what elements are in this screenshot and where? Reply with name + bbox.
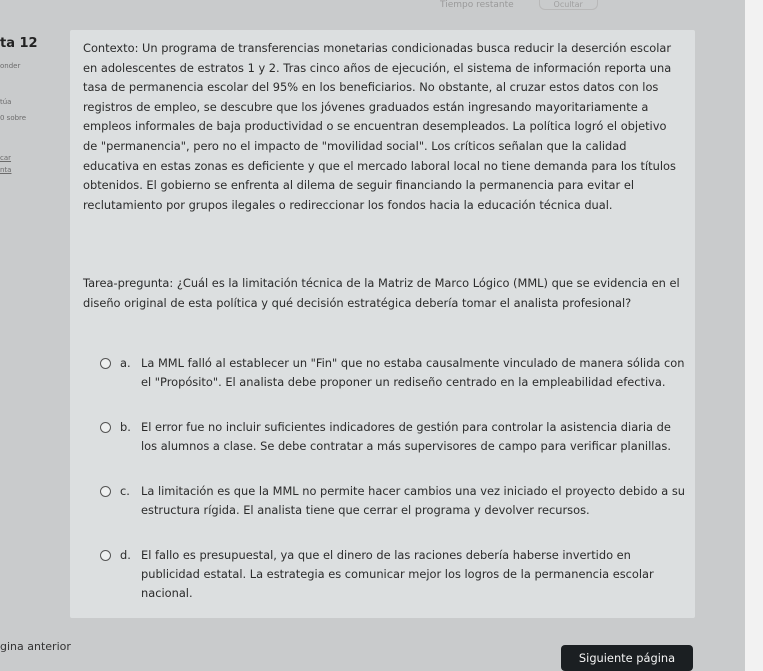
answer-status: onder (0, 62, 21, 70)
flag-question-link[interactable]: car (0, 154, 12, 162)
score-label: túa (0, 98, 12, 106)
timer-label: Tiempo restante (440, 0, 514, 10)
option-text[interactable]: La MML falló al establecer un "Fin" que no estaba causalmente vinculado de manera sólida con el "Propósito". El analista debe proponer un rediseño centrado en la empleabilidad efectiva. (141, 356, 685, 390)
radio-option-a[interactable] (100, 358, 111, 369)
option-text[interactable]: La limitación es que la MML no permite hacer cambios una vez iniciado el proyecto debido a su estructura rígida. El analista tiene que cerrar el programa y devolver recursos. (141, 484, 686, 518)
question-task: Tarea-pregunta: ¿Cuál es la limitación técnica de la Matriz de Marco Lógico (MML) que se evidencia en el diseño original de esta política y qué decisión estratégica debería tomar el analista profesional? (83, 276, 680, 310)
radio-option-c[interactable] (100, 486, 111, 497)
question-card (70, 30, 695, 618)
option-letter: a. (120, 356, 131, 370)
radio-option-b[interactable] (100, 422, 111, 433)
next-page-button[interactable]: Siguiente página (561, 645, 693, 671)
score-value: 0 sobre (0, 114, 27, 122)
option-text[interactable]: El fallo es presupuestal, ya que el dinero de las raciones debería haberse invertido en publicidad estatal. La estrategia es comunicar mejor los logros de la permanencia escolar nacional. (141, 548, 654, 601)
window-edge (745, 0, 763, 671)
question-info-panel (0, 30, 62, 200)
option-letter: c. (120, 484, 130, 498)
option-letter: d. (120, 548, 131, 562)
flag-question-link-2[interactable]: nta (0, 166, 12, 174)
question-number: ta 12 (0, 36, 38, 51)
radio-option-d[interactable] (100, 550, 111, 561)
option-text[interactable]: El error fue no incluir suficientes indicadores de gestión para controlar la asistencia diaria de los alumnos a clase. Se debe contratar a más supervisores de campo para verificar planillas. (141, 420, 671, 454)
previous-page-link[interactable]: gina anterior (0, 640, 71, 653)
timer-strip (440, 0, 740, 10)
option-letter: b. (120, 420, 131, 434)
hide-timer-button[interactable]: Ocultar (539, 0, 598, 10)
question-context: Contexto: Un programa de transferencias monetarias condicionadas busca reducir la deserción escolar en adolescentes de estratos 1 y 2. Tras cinco años de ejecución, el sistema de información reporta una tasa de permanencia escolar del 95% en los beneficiarios. No obstante, al cruzar estos datos con los registros de empleo, se descubre que los jóvenes graduados están ingresando mayoritariamente a empleos informales de baja productividad o se encuentran desempleados. La política logró el objetivo de "permanencia", pero no el impacto de "movilidad social". Los críticos señalan que la calidad educativa en estas zonas es deficiente y que el mercado laboral local no tiene demanda para los títulos obtenidos. El gobierno se enfrenta al dilema de seguir financiando la permanencia para evitar el reclutamiento por grupos ilegales o redireccionar los fondos hacia la educación técnica dual. (83, 41, 676, 212)
